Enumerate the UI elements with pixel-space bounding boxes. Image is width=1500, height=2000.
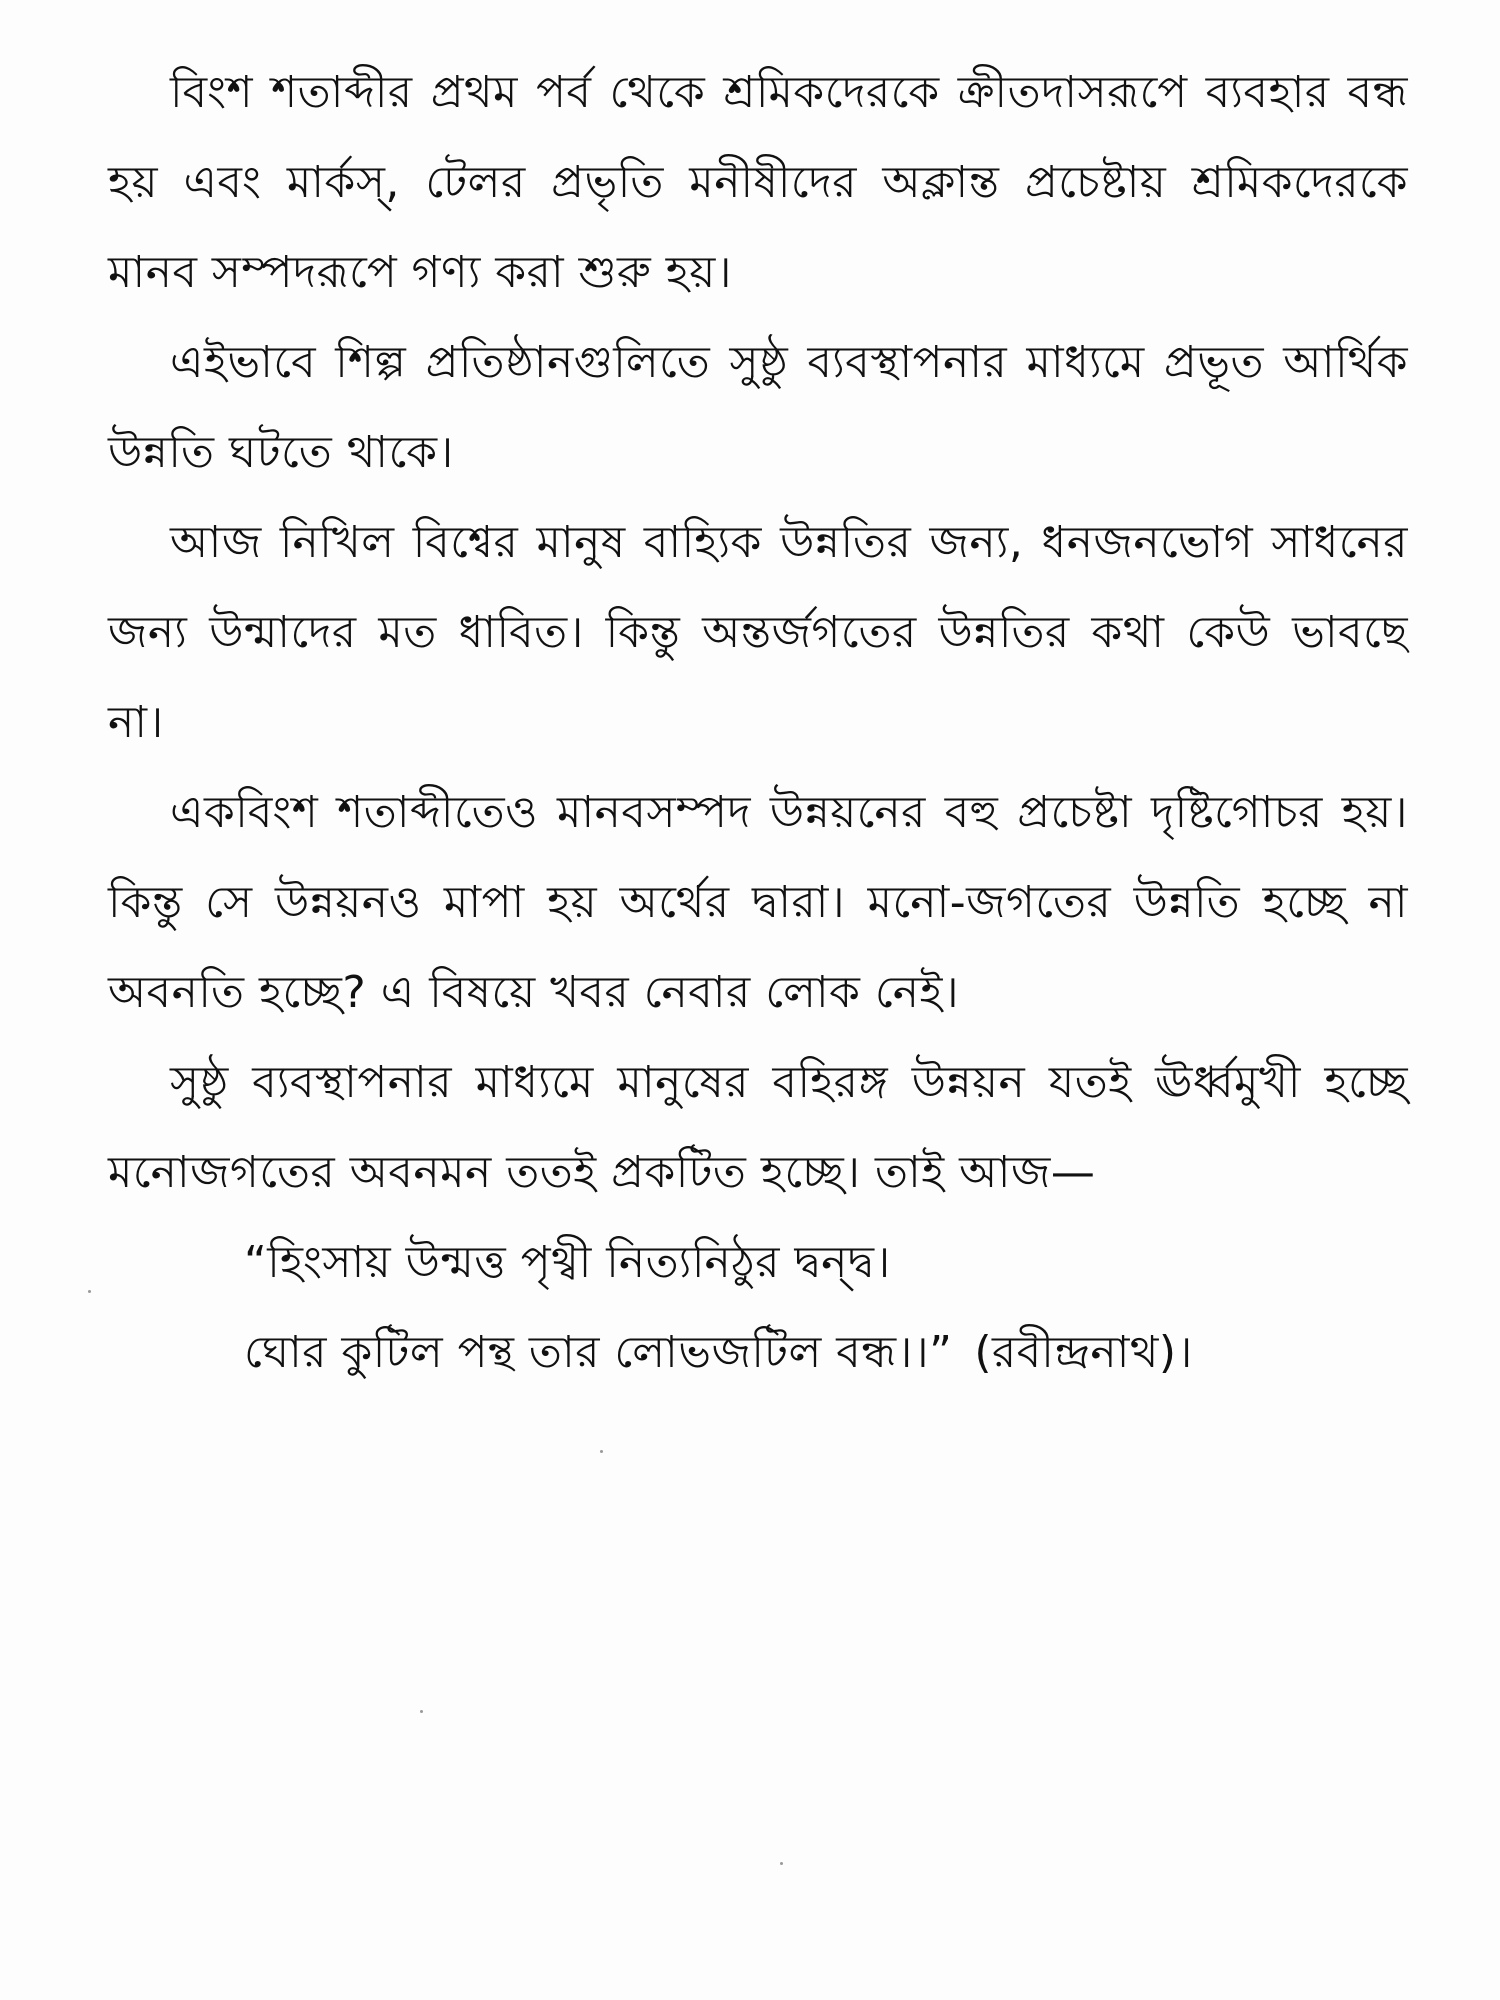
paragraph-3: আজ নিখিল বিশ্বের মানুষ বাহ্যিক উন্নতির জন্য, ধনজনভোগ সাধনের জন্য উন্মাদের মত ধাবিত। কিন্তু অন্তর্জগতের উন্নতির কথা কেউ ভাবছে না। bbox=[108, 517, 1408, 748]
paragraph-5: সুষ্ঠু ব্যবস্থাপনার মাধ্যমে মানুষের বহিরঙ্গ উন্নয়ন যতই ঊর্ধ্বমুখী হচ্ছে মনোজগতের অবনমন ততই প্রকটিত হচ্ছে। তাই আজ— bbox=[108, 1057, 1408, 1198]
poem-quote bbox=[108, 1218, 1408, 1398]
quote-line-1: “হিংসায় উন্মত্ত পৃথ্বী নিত্যনিঠুর দ্বন্দ্ব। bbox=[244, 1237, 891, 1288]
scan-speck bbox=[600, 1450, 603, 1453]
quote-attribution: (রবীন্দ্রনাথ)। bbox=[974, 1327, 1193, 1378]
paragraph-1: বিংশ শতাব্দীর প্রথম পর্ব থেকে শ্রমিকদেরকে ক্রীতদাসরূপে ব্যবহার বন্ধ হয় এবং মার্কস্, টেলর প্রভৃতি মনীষীদের অক্লান্ত প্রচেষ্টায় শ্রমিকদেরকে মানব সম্পদরূপে গণ্য করা শুরু হয়। bbox=[108, 67, 1408, 298]
document-body bbox=[108, 48, 1408, 1398]
quote-line-2 bbox=[108, 1308, 1408, 1398]
scan-speck bbox=[420, 1710, 423, 1713]
paragraph-2: এইভাবে শিল্প প্রতিষ্ঠানগুলিতে সুষ্ঠু ব্যবস্থাপনার মাধ্যমে প্রভূত আর্থিক উন্নতি ঘটতে থাকে। bbox=[108, 337, 1408, 478]
scan-speck bbox=[780, 1862, 783, 1865]
paragraph-4: একবিংশ শতাব্দীতেও মানবসম্পদ উন্নয়নের বহু প্রচেষ্টা দৃষ্টিগোচর হয়। কিন্তু সে উন্নয়নও মাপা হয় অর্থের দ্বারা। মনো-জগতের উন্নতি হচ্ছে না অবনতি হচ্ছে? এ বিষয়ে খবর নেবার লোক নেই। bbox=[108, 787, 1408, 1018]
scan-speck bbox=[88, 1290, 91, 1293]
quote-line-2-text: ঘোর কুটিল পন্থ তার লোভজটিল বন্ধ।।” bbox=[244, 1327, 953, 1378]
